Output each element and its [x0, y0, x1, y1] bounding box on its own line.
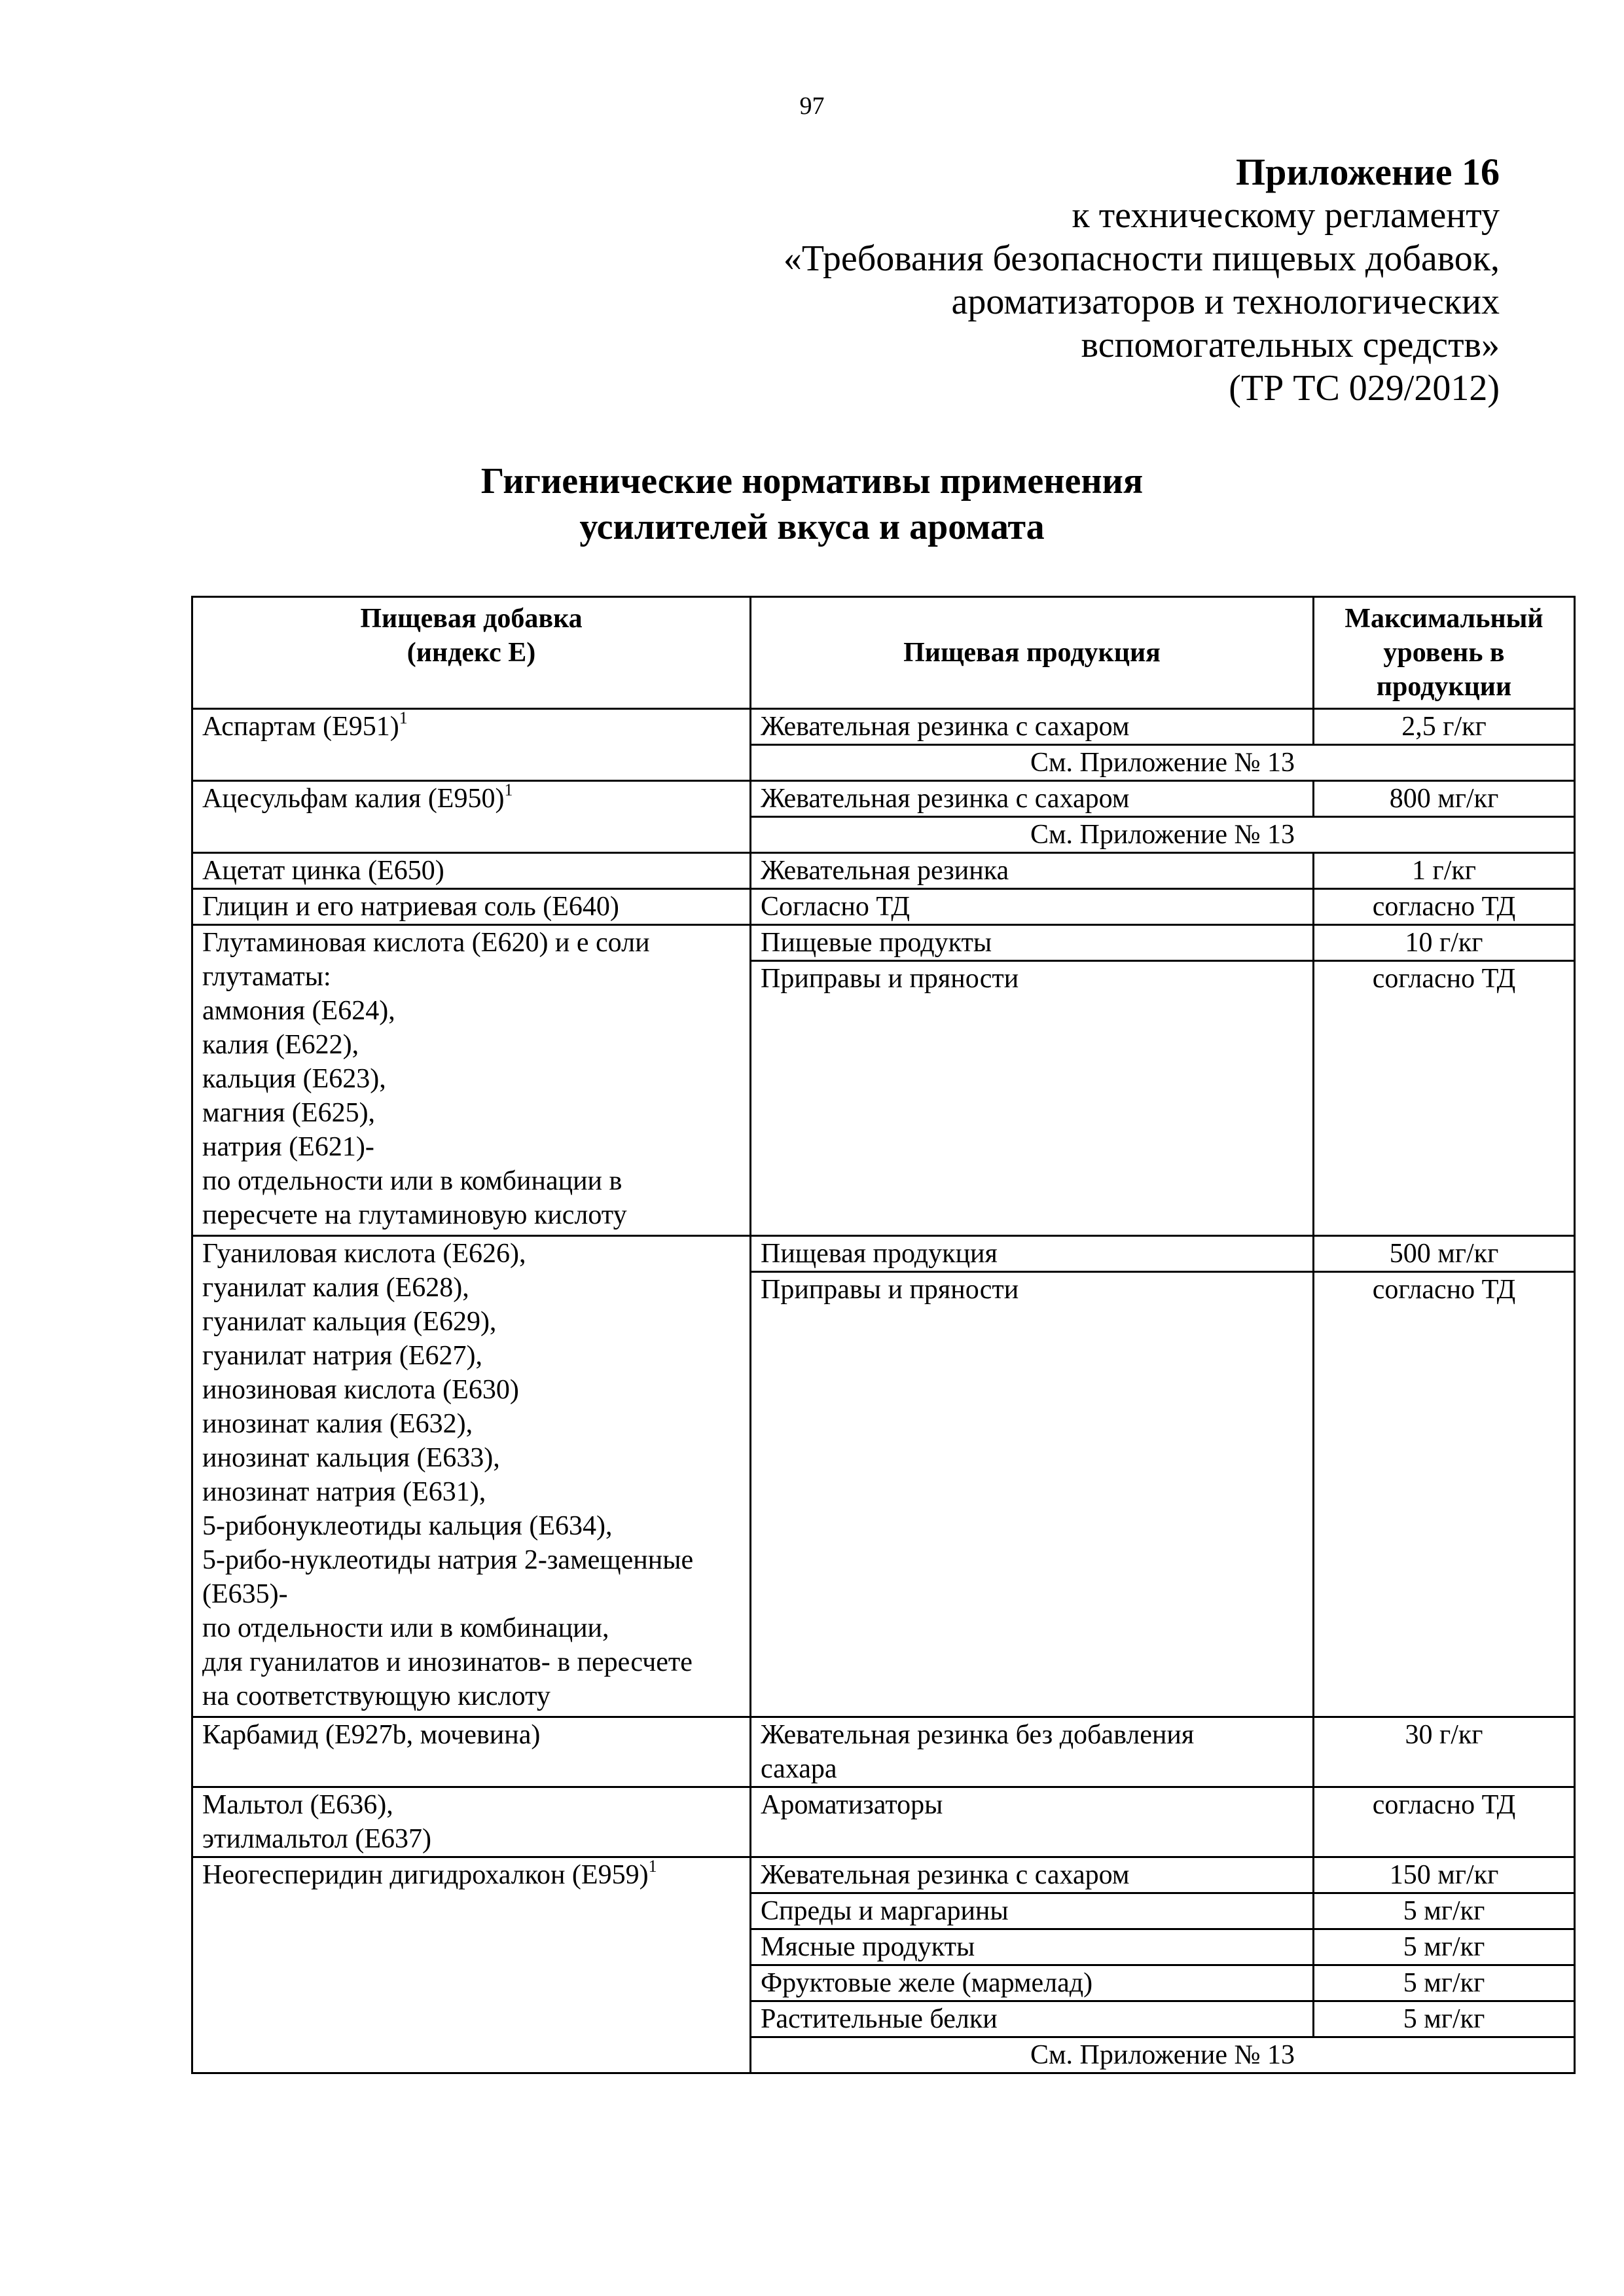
additive-cell — [192, 1857, 751, 2073]
appendix-header — [784, 151, 1500, 410]
level-cell: 800 мг/кг — [1314, 781, 1575, 817]
product-cell: Мясные продукты — [751, 1929, 1314, 1965]
product-cell: Растительные белки — [751, 2001, 1314, 2037]
level-cell: 5 мг/кг — [1314, 1929, 1575, 1965]
additive-name: Ацесульфам калия (Е950) — [202, 784, 505, 814]
header-additive: Пищевая добавка (индекс Е) — [192, 597, 751, 709]
level-cell: согласно ТД — [1314, 1272, 1575, 1717]
footnote-mark: 1 — [399, 708, 408, 727]
table-row — [192, 1717, 1575, 1787]
table-row — [192, 1787, 1575, 1857]
see-appendix-cell: См. Приложение № 13 — [751, 745, 1575, 781]
level-cell: 500 мг/кг — [1314, 1236, 1575, 1272]
additive-name: Аспартам (Е951) — [202, 712, 399, 742]
level-cell: согласно ТД — [1314, 889, 1575, 925]
product-cell: Пищевая продукция — [751, 1236, 1314, 1272]
see-appendix-cell: См. Приложение № 13 — [751, 817, 1575, 853]
product-cell: Согласно ТД — [751, 889, 1314, 925]
table-row — [192, 709, 1575, 745]
table-row — [192, 781, 1575, 817]
additive-cell — [192, 709, 751, 781]
level-cell: согласно ТД — [1314, 1787, 1575, 1857]
footnote-mark: 1 — [648, 1857, 657, 1876]
level-cell: 30 г/кг — [1314, 1717, 1575, 1787]
level-cell: 150 мг/кг — [1314, 1857, 1575, 1893]
level-cell: 2,5 г/кг — [1314, 709, 1575, 745]
product-cell: Жевательная резинка с сахаром — [751, 709, 1314, 745]
additive-cell: Гуаниловая кислота (Е626), гуанилат калия (Е628), гуанилат кальция (Е629), гуанилат натрия (Е627), инозиновая кислота (Е630) инозинат калия (Е632), инозинат кальция (Е633), инозинат натрия (Е631), 5-рибонуклеотиды кальция (Е634), 5-рибо-нуклеотиды натрия 2-замещенные (Е635)- по отдельности или в комбинации, для гуанилатов и инозинатов- в пересчете на соответствующую кислоту — [192, 1236, 751, 1717]
table-row — [192, 889, 1575, 925]
additive-cell: Карбамид (Е927b, мочевина) — [192, 1717, 751, 1787]
product-cell: Фруктовые желе (мармелад) — [751, 1965, 1314, 2001]
product-cell: Ароматизаторы — [751, 1787, 1314, 1857]
product-cell: Жевательная резинка без добавления сахара — [751, 1717, 1314, 1787]
appendix-line-4: вспомогательных средств» — [1081, 325, 1500, 365]
title-line-1: Гигиенические нормативы применения — [480, 461, 1144, 501]
additive-cell: Глутаминовая кислота (Е620) и е соли глутаматы: аммония (Е624), калия (Е622), кальция (Е623), магния (Е625), натрия (Е621)- по отдельности или в комбинации в пересчете на глутаминовую кислоту — [192, 925, 751, 1236]
table-row — [192, 1857, 1575, 1893]
product-cell: Жевательная резинка с сахаром — [751, 1857, 1314, 1893]
document-title — [0, 458, 1624, 550]
page-number: 97 — [799, 92, 825, 120]
product-cell: Жевательная резинка — [751, 853, 1314, 889]
appendix-line-5: (ТР ТС 029/2012) — [1229, 368, 1500, 409]
additive-name: Неогесперидин дигидрохалкон (Е959) — [202, 1860, 649, 1890]
appendix-line-2: «Требования безопасности пищевых добавок, — [783, 238, 1500, 279]
additive-cell: Ацетат цинка (Е650) — [192, 853, 751, 889]
title-line-2: усилителей вкуса и аромата — [579, 507, 1045, 547]
level-cell: 1 г/кг — [1314, 853, 1575, 889]
level-cell: 10 г/кг — [1314, 925, 1575, 961]
additive-cell: Глицин и его натриевая соль (Е640) — [192, 889, 751, 925]
appendix-title: Приложение 16 — [1236, 151, 1500, 193]
level-cell: 5 мг/кг — [1314, 1893, 1575, 1929]
table-header-row — [192, 597, 1575, 709]
table-row — [192, 925, 1575, 961]
appendix-line-1: к техническому регламенту — [1072, 195, 1500, 236]
level-cell: 5 мг/кг — [1314, 1965, 1575, 2001]
header-product: Пищевая продукция — [751, 597, 1314, 709]
table-row — [192, 1236, 1575, 1272]
product-cell: Спреды и маргарины — [751, 1893, 1314, 1929]
footnote-mark: 1 — [504, 780, 513, 799]
product-cell: Приправы и пряности — [751, 1272, 1314, 1717]
norms-table — [191, 596, 1576, 2074]
level-cell: 5 мг/кг — [1314, 2001, 1575, 2037]
additive-cell: Мальтол (Е636), этилмальтол (Е637) — [192, 1787, 751, 1857]
header-max-level: Максимальный уровень в продукции — [1314, 597, 1575, 709]
appendix-line-3: ароматизаторов и технологических — [951, 282, 1500, 322]
product-cell: Приправы и пряности — [751, 961, 1314, 1236]
product-cell: Пищевые продукты — [751, 925, 1314, 961]
product-cell: Жевательная резинка с сахаром — [751, 781, 1314, 817]
table-row — [192, 853, 1575, 889]
level-cell: согласно ТД — [1314, 961, 1575, 1236]
see-appendix-cell: См. Приложение № 13 — [751, 2037, 1575, 2073]
additive-cell — [192, 781, 751, 853]
